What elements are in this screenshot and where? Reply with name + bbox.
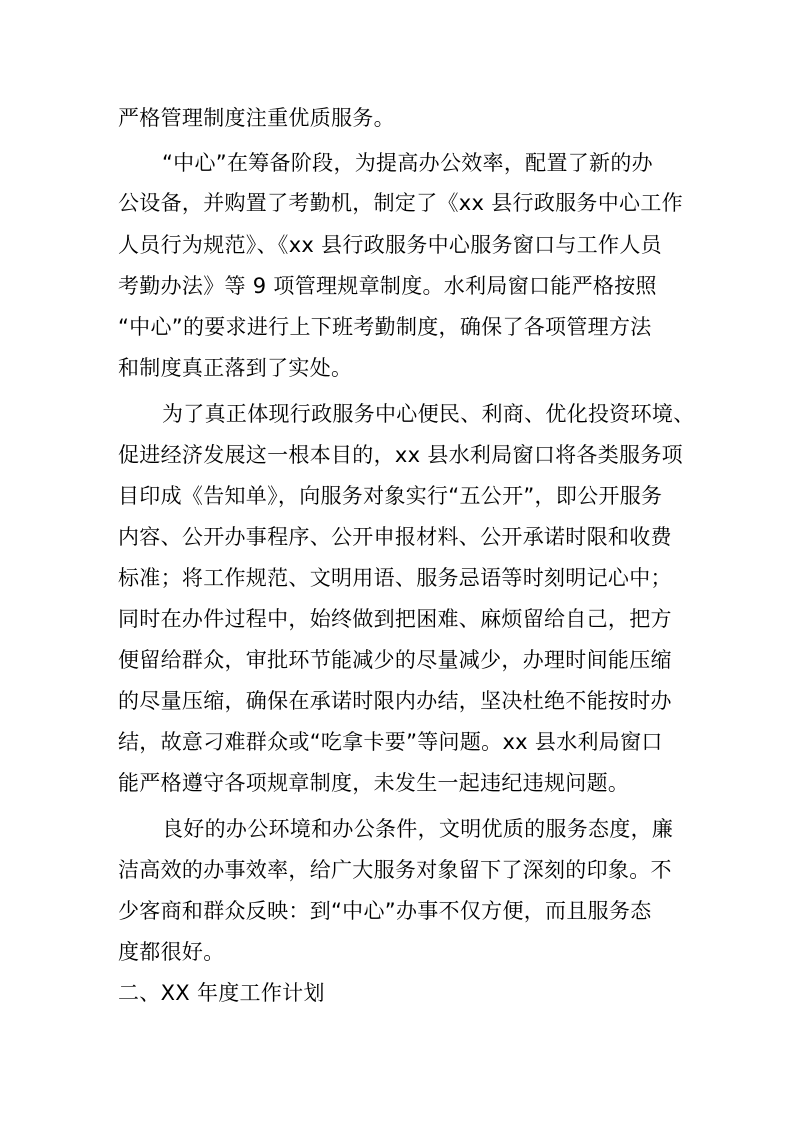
text-line: 能严格遵守各项规章制度，未发生一起违纪违规问题。	[118, 771, 630, 795]
text-line: 为了真正体现行政服务中心便民、利商、优化投资环境、	[162, 402, 695, 426]
text-line: 便留给群众，审批环节能减少的尽量减少，办理时间能压缩	[118, 648, 672, 672]
text-line: 度都很好。	[118, 940, 225, 964]
section-heading: 二、XX 年度工作计划	[118, 981, 325, 1005]
text-line: 促进经济发展这一根本目的，xx 县水利局窗口将各类服务项	[118, 443, 683, 467]
text-line: 标准；将工作规范、文明用语、服务忌语等时刻明记心中；	[118, 566, 672, 590]
text-line: 少客商和群众反映：到“中心”办事不仅方便，而且服务态	[118, 899, 652, 923]
text-line: 和制度真正落到了实处。	[118, 356, 353, 380]
text-line: “中心”的要求进行上下班考勤制度，确保了各项管理方法	[118, 315, 652, 339]
text-line: 良好的办公环境和办公条件，文明优质的服务态度，廉	[162, 817, 674, 841]
text-line: “中心”在筹备阶段，为提高办公效率，配置了新的办	[162, 151, 653, 175]
text-line: 内容、公开办事程序、公开申报材料、公开承诺时限和收费	[118, 525, 672, 549]
text-line: 公设备，并购置了考勤机，制定了《xx 县行政服务中心工作	[118, 191, 683, 215]
text-line: 结，故意刁难群众或“吃拿卡要”等问题。xx 县水利局窗口	[118, 730, 663, 754]
text-line: 同时在办件过程中，始终做到把困难、麻烦留给自己，把方	[118, 607, 672, 631]
text-line: 的尽量压缩，确保在承诺时限内办结，坚决杜绝不能按时办	[118, 689, 672, 713]
text-line: 洁高效的办事效率，给广大服务对象留下了深刻的印象。不	[118, 858, 672, 882]
text-line: 考勤办法》等 9 项管理规章制度。水利局窗口能严格按照	[118, 274, 657, 298]
text-line: 严格管理制度注重优质服务。	[118, 106, 395, 130]
text-line: 人员行为规范》、《xx 县行政服务中心服务窗口与工作人员	[118, 233, 662, 257]
text-line: 目印成《告知单》，向服务对象实行“五公开”，即公开服务	[118, 484, 663, 508]
